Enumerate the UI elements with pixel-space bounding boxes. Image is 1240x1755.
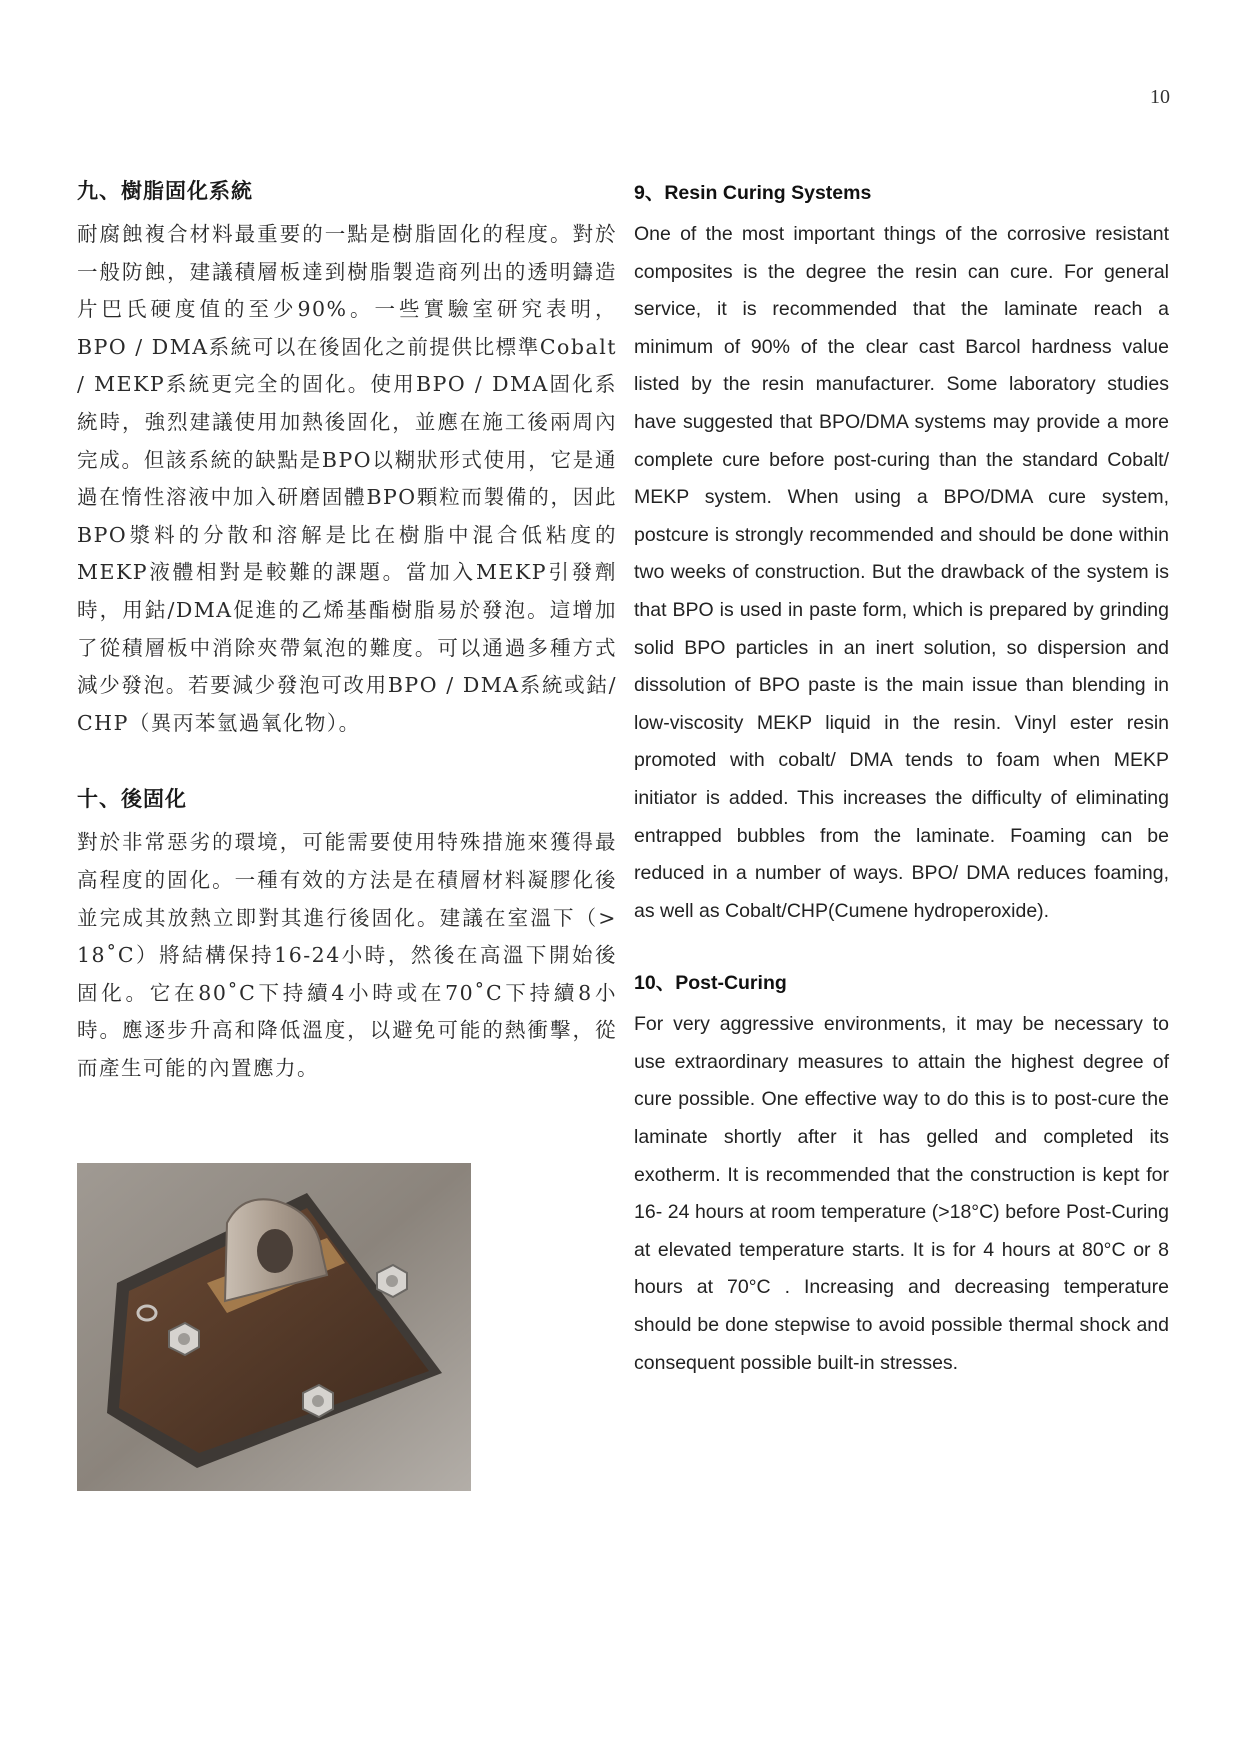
page-number: 10	[1150, 86, 1170, 108]
chinese-column	[77, 178, 617, 1087]
english-column	[634, 180, 1169, 1382]
en-section9-body: One of the most important things of the corrosive resistant composites is the degree the resin can cure. For general service, it is recommended that the laminate reach a minimum of 90% of the clear cast Barcol hardness value listed by the resin manufacturer. Some laboratory studies have suggested that BPO/DMA systems may provide a more complete cure before post-curing than the standard Cobalt/ MEKP system. When using a BPO/DMA cure system, postcure is strongly recommended and should be done within two weeks of construction. But the drawback of the system is that BPO is used in paste form, which is prepared by grinding solid BPO particles in an inert solution, so dispersion and dissolution of BPO paste is the main issue than blending in low-viscosity MEKP liquid in the resin. Vinyl ester resin promoted with cobalt/ DMA tends to foam when MEKP initiator is added. This increases the difficulty of eliminating entrapped bubbles from the laminate. Foaming can be reduced in a number of ways. BPO/ DMA reduces foaming, as well as Cobalt/CHP(Cumene hydroperoxide).	[634, 223, 1169, 922]
en-section10-body: For very aggressive environments, it may be necessary to use extraordinary measures to attain the highest degree of cure possible. One effective way to do this is to post-cure the laminate shortly after it has gelled and completed its exotherm. It is recommended that the construction is kept for 16- 24 hours at room temperature (>18°C) before Post-Curing at elevated temperature starts. It is for 4 hours at 80°C or 8 hours at 70°C . Increasing and decreasing temperature should be done stepwise to avoid possible thermal shock and consequent possible built-in stresses.	[634, 1013, 1169, 1374]
zh-section9-heading: 九、樹脂固化系統	[77, 179, 253, 203]
anchor-plate-photo	[77, 1163, 471, 1491]
zh-section10-heading: 十、後固化	[77, 787, 187, 812]
en-section10-heading: 10、Post-Curing	[634, 972, 787, 995]
zh-section10-body: 對於非常惡劣的環境，可能需要使用特殊措施來獲得最高程度的固化。一種有效的方法是在積層材料凝膠化後並完成其放熱立即對其進行後固化。建議在室溫下（> 18˚C）將結構保持16-24小時，然後在高溫下開始後固化。它在80˚C下持續4小時或在70˚C下持續8小時。應逐步升高和降低溫度，以避免可能的熱衝擊，從而產生可能的內置應力。	[77, 830, 617, 1080]
en-section9-heading: 9、Resin Curing Systems	[634, 182, 872, 204]
zh-section9-body: 耐腐蝕複合材料最重要的一點是樹脂固化的程度。對於一般防蝕，建議積層板達到樹脂製造商列出的透明鑄造片巴氏硬度值的至少90%。一些實驗室研究表明，BPO / DMA系統可以在後固化之前提供比標準Cobalt / MEKP系統更完全的固化。使用BPO / DMA固化系統時，強烈建議使用加熱後固化，並應在施工後兩周內完成。但該系統的缺點是BPO以糊狀形式使用，它是通過在惰性溶液中加入研磨固體BPO顆粒而製備的，因此BPO漿料的分散和溶解是比在樹脂中混合低粘度的MEKP液體相對是較難的課題。當加入MEKP引發劑時，用鈷/DMA促進的乙烯基酯樹脂易於發泡。這增加了從積層板中消除夾帶氣泡的難度。可以通過多種方式減少發泡。若要減少發泡可改用BPO / DMA系統或鈷/ CHP（異丙苯氫過氧化物）。	[77, 222, 617, 735]
